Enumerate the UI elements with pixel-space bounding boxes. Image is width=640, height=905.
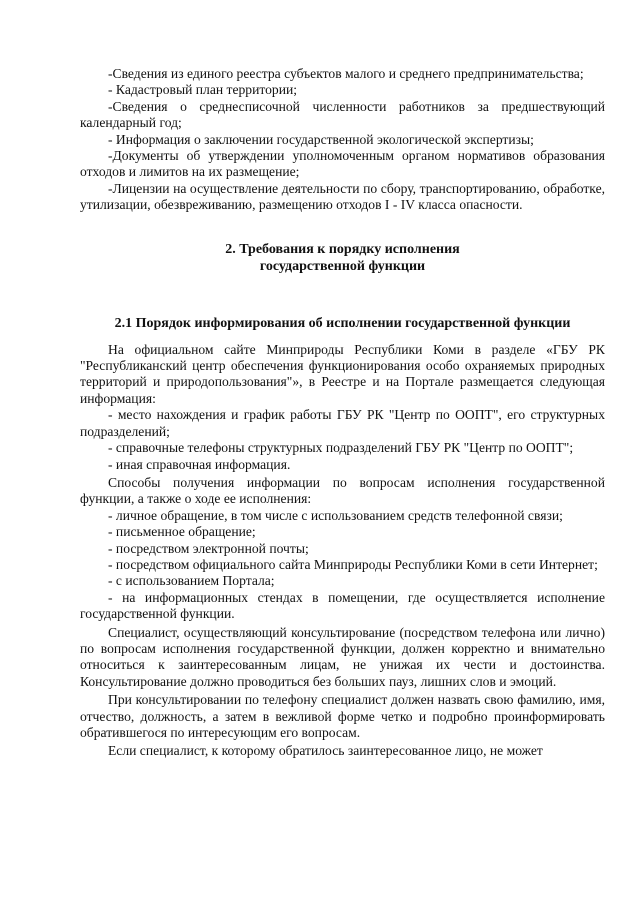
list-item: - посредством электронной почты;	[108, 540, 309, 556]
list-item: - справочные телефоны структурных подразделений ГБУ РК "Центр по ООПТ";	[108, 440, 574, 456]
section-heading-line2: государственной функции	[259, 258, 426, 274]
list-item: -Сведения из единого реестра субъектов малого и среднего предпринимательства;	[108, 66, 584, 81]
list-item: -Документы об утверждении уполномоченным органом нормативов образования отходов и лимитов на их размещение;	[80, 148, 605, 180]
paragraph-specialist: Специалист, осуществляющий консультирование (посредством телефона или лично) по вопросам исполнения государственной функции, должен корректно и внимательно относиться к заинтересованным лицам, не унижая их чести и достоинства. Консультирование должно проводиться без больших пауз, лишних слов и эмоций.	[80, 624, 605, 689]
list-item: - личное обращение, в том числе с использованием средств телефонной связи;	[108, 507, 563, 523]
list-item: - посредством официального сайта Минприроды Республики Коми в сети Интернет;	[108, 556, 598, 572]
list-item: -Лицензии на осуществление деятельности по сбору, транспортированию, обработке, утилизации, обезвреживанию, размещению отходов I - IV класса опасности.	[80, 180, 605, 213]
subsection-heading: 2.1 Порядок информирования об исполнении государственной функции	[114, 315, 571, 331]
section-heading-line1: 2. Требования к порядку исполнения	[225, 241, 460, 257]
list-item: - место нахождения и график работы ГБУ РК "Центр по ООПТ", его структурных подразделений;	[80, 407, 605, 439]
list-item: -Сведения о среднесписочной численности работников за предшествующий календарный год;	[80, 98, 605, 131]
list-item: - Кадастровый план территории;	[108, 82, 298, 98]
paragraph-ways: Способы получения информации по вопросам исполнения государственной функции, а также о ходе ее исполнения:	[80, 474, 605, 507]
document-page	[80, 66, 605, 760]
list-item: - иная справочная информация.	[108, 456, 291, 472]
paragraph-phone: При консультировании по телефону специалист должен назвать свою фамилию, имя, отчество, должность, а затем в вежливой форме четко и подробно проинформировать обратившегося по интересующим его вопросам.	[80, 692, 605, 740]
paragraph-intro: На официальном сайте Минприроды Республики Коми в разделе «ГБУ РК "Республиканский центр обеспечения функционирования особо охраняемых природных территорий и природопользования"», в Реестре и на Портале размещается следующая информация:	[80, 341, 605, 406]
list-item: - письменное обращение;	[108, 524, 256, 540]
list-item: - Информация о заключении государственной экологической экспертизы;	[108, 131, 534, 147]
paragraph-last: Если специалист, к которому обратилось заинтересованное лицо, не может	[108, 743, 543, 759]
section-heading	[80, 241, 605, 275]
list-item: - на информационных стендах в помещении, где осуществляется исполнение государственной функции.	[80, 589, 605, 622]
list-item: - с использованием Портала;	[108, 573, 275, 589]
